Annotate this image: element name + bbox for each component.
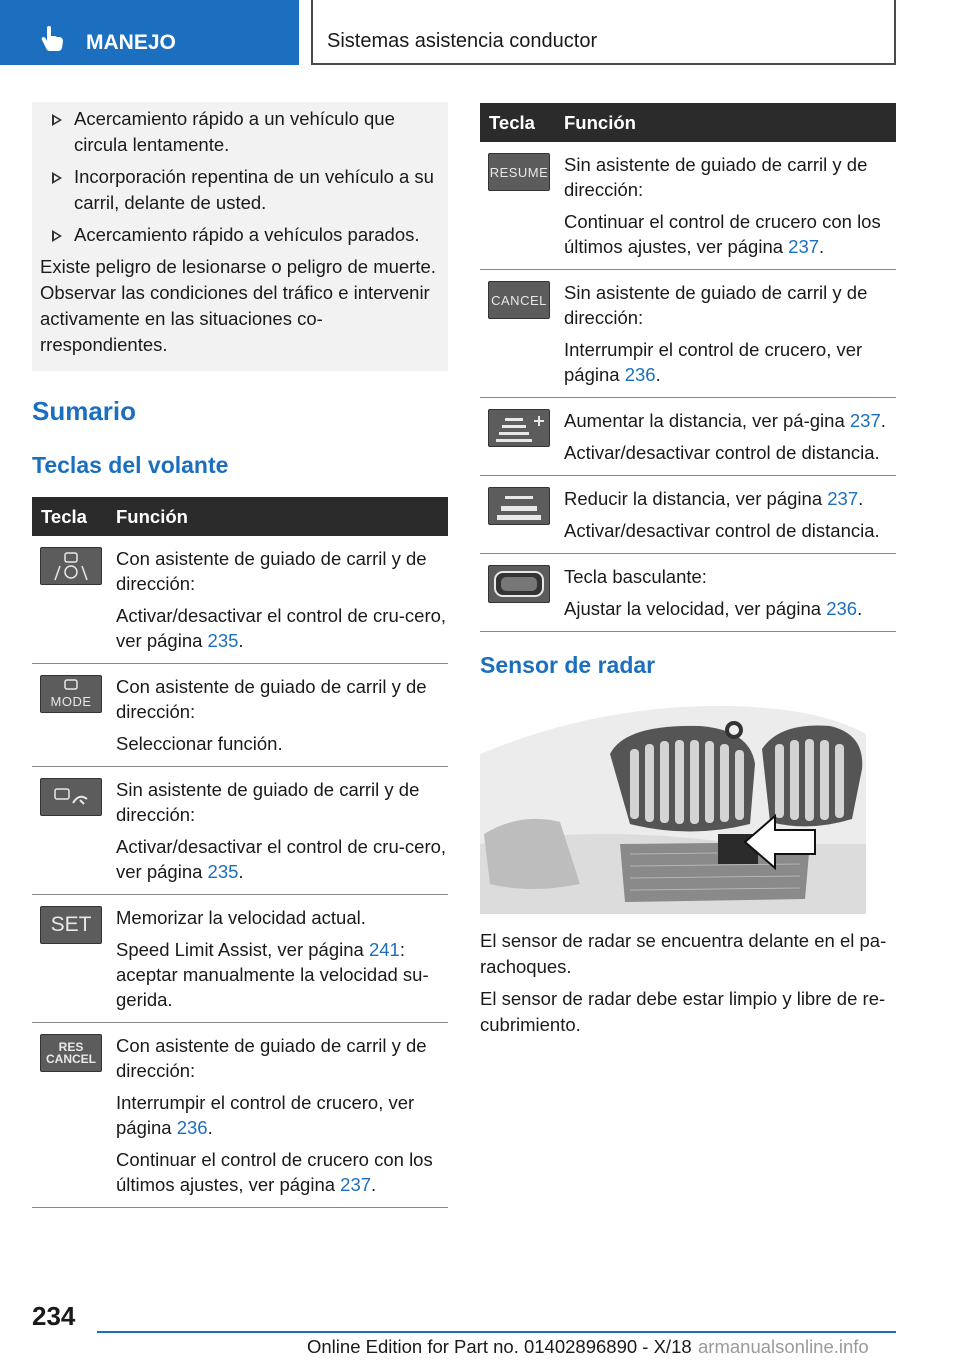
key-cell	[32, 905, 108, 1012]
key-cell	[480, 280, 556, 387]
function-text: .	[858, 488, 864, 509]
section-tab	[0, 0, 299, 65]
bullet-triangle-icon	[52, 114, 62, 126]
function-paragraph	[564, 280, 896, 330]
function-text: .	[238, 630, 244, 651]
function-text: Activar/desactivar control de distancia.	[564, 442, 880, 463]
function-text: Interrumpir el control de crucero, ver página	[564, 339, 863, 385]
resume-icon: RESUME	[488, 153, 550, 191]
warning-text: Existe peligro de lesionarse o peligro de muerte. Observar las condiciones del tráfico e intervenir activamente en las situaciones co-rrespondientes.	[40, 256, 436, 355]
function-text: Speed Limit Assist, ver página	[116, 939, 369, 960]
function-paragraph	[564, 564, 896, 589]
function-text: .	[207, 1117, 213, 1138]
function-text: Tecla basculante:	[564, 566, 707, 587]
function-text: .	[880, 410, 886, 431]
function-cell	[108, 674, 448, 756]
page-reference-link[interactable]: 236	[624, 364, 656, 385]
function-text: Memorizar la velocidad actual.	[116, 907, 366, 928]
table-row	[32, 1023, 448, 1208]
function-paragraph	[564, 337, 896, 387]
page-reference-link[interactable]: 236	[176, 1117, 208, 1138]
steering-keys-table-continued	[480, 103, 896, 632]
column-header-key: Tecla	[489, 111, 535, 133]
function-text: .	[819, 236, 825, 257]
table-row	[480, 142, 896, 270]
function-text: Continuar el control de crucero con los últimos ajustes, ver página	[116, 1149, 433, 1195]
key-cell	[480, 486, 556, 543]
chapter-title: Sistemas asistencia conductor	[327, 30, 598, 52]
table-row	[32, 536, 448, 664]
bullet-triangle-icon	[52, 230, 62, 242]
page-reference-link[interactable]: 237	[849, 410, 881, 431]
key-cell	[32, 674, 108, 756]
function-text: .	[857, 598, 863, 619]
function-text: Con asistente de guiado de carril y de dirección:	[116, 548, 427, 594]
function-paragraph	[564, 209, 896, 259]
function-cell	[108, 905, 448, 1012]
function-text: .	[238, 861, 244, 882]
function-cell	[108, 1033, 448, 1197]
column-header-function: Función	[116, 505, 188, 527]
warning-list-item: Acercamiento rápido a vehículos parados.	[40, 222, 440, 248]
distance-increase-icon	[488, 409, 550, 447]
function-paragraph	[116, 1033, 448, 1083]
distance-decrease-icon	[488, 487, 550, 525]
function-cell	[556, 152, 896, 259]
radar-text-location: El sensor de radar se encuentra delante en el pa-rachoques.	[480, 930, 887, 977]
function-text: Seleccionar función.	[116, 733, 283, 754]
warning-list-item: Incorporación repentina de un vehículo a su carril, delante de usted.	[40, 164, 440, 216]
function-text: .	[655, 364, 661, 385]
heading-radar: Sensor de radar	[480, 652, 656, 678]
hand-pointer-icon	[40, 26, 64, 52]
function-paragraph	[116, 1147, 448, 1197]
page-number: 234	[32, 1301, 76, 1331]
column-header-function: Función	[564, 111, 636, 133]
function-text: Activar/desactivar control de distancia.	[564, 520, 880, 541]
page-reference-link[interactable]: 241	[368, 939, 400, 960]
warning-box	[32, 102, 448, 371]
function-paragraph	[116, 1090, 448, 1140]
function-cell	[556, 280, 896, 387]
page-reference-link[interactable]: 235	[207, 630, 239, 651]
section-title: MANEJO	[86, 31, 176, 54]
table-row	[32, 895, 448, 1023]
function-text: Interrumpir el control de crucero, ver página	[116, 1092, 415, 1138]
function-text: Ajustar la velocidad, ver página	[564, 598, 827, 619]
cancel-icon: CANCEL	[488, 281, 550, 319]
function-cell	[556, 564, 896, 621]
chapter-header	[311, 0, 896, 65]
key-cell	[32, 777, 108, 884]
function-text: Sin asistente de guiado de carril y de dirección:	[564, 282, 868, 328]
table-row	[480, 398, 896, 476]
function-text: Activar/desactivar el control de cru-cero, ver página	[116, 836, 447, 882]
steering-assist-icon	[40, 547, 102, 585]
function-paragraph	[564, 486, 896, 511]
function-text: Sin asistente de guiado de carril y de dirección:	[116, 779, 420, 825]
function-paragraph	[564, 408, 896, 433]
footer-watermark: armanualsonline.info	[698, 1336, 869, 1357]
function-paragraph	[116, 731, 448, 756]
key-cell	[480, 564, 556, 621]
set-icon: SET	[40, 906, 102, 944]
res-cancel-icon: RES CANCEL	[40, 1034, 102, 1072]
function-paragraph	[116, 674, 448, 724]
table-row	[480, 270, 896, 398]
bullet-triangle-icon	[52, 172, 62, 184]
function-text: Reducir la distancia, ver página	[564, 488, 828, 509]
function-text: .	[371, 1174, 377, 1195]
table-row	[480, 554, 896, 632]
function-text: : aceptar manualmente la velocidad su-gerida.	[116, 939, 429, 1010]
key-cell	[480, 408, 556, 465]
page-reference-link[interactable]: 235	[207, 861, 239, 882]
radar-text-cleanliness: El sensor de radar debe estar limpio y libre de re-cubrimiento.	[480, 988, 886, 1035]
table-header	[32, 497, 448, 536]
table-row	[32, 767, 448, 895]
function-paragraph	[564, 596, 896, 621]
function-text: Con asistente de guiado de carril y de dirección:	[116, 676, 427, 722]
key-cell	[32, 546, 108, 653]
table-header	[480, 103, 896, 142]
heading-sumario: Sumario	[32, 396, 137, 426]
function-paragraph	[116, 546, 448, 596]
function-text: Activar/desactivar el control de cru-cero, ver página	[116, 605, 447, 651]
rocker-switch-icon	[488, 565, 550, 603]
function-text: Con asistente de guiado de carril y de dirección:	[116, 1035, 427, 1081]
page-reference-link[interactable]: 237	[340, 1174, 372, 1195]
heading-teclas: Teclas del volante	[32, 452, 229, 478]
column-header-key: Tecla	[41, 505, 87, 527]
function-paragraph	[116, 777, 448, 827]
cruise-control-icon	[40, 778, 102, 816]
mode-icon: MODE	[40, 675, 102, 713]
footer-rule	[97, 1331, 896, 1333]
function-paragraph	[564, 518, 896, 543]
radar-sensor-illustration	[480, 694, 866, 914]
footer-edition: Online Edition for Part no. 01402896890 - X/18	[307, 1336, 692, 1357]
key-cell	[480, 152, 556, 259]
function-text: Sin asistente de guiado de carril y de dirección:	[564, 154, 868, 200]
function-paragraph	[116, 603, 448, 653]
warning-list-item: Acercamiento rápido a un vehículo que circula lentamente.	[40, 106, 440, 158]
page-reference-link[interactable]: 236	[826, 598, 858, 619]
table-row	[480, 476, 896, 554]
function-paragraph	[116, 834, 448, 884]
function-cell	[108, 777, 448, 884]
function-paragraph	[116, 937, 448, 1012]
function-paragraph	[116, 905, 448, 930]
steering-keys-table	[32, 497, 448, 1208]
table-row	[32, 664, 448, 767]
function-text: Aumentar la distancia, ver pá-gina	[564, 410, 850, 431]
function-cell	[556, 486, 896, 543]
function-text: Continuar el control de crucero con los últimos ajustes, ver página	[564, 211, 881, 257]
page-reference-link[interactable]: 237	[788, 236, 820, 257]
function-cell	[108, 546, 448, 653]
function-paragraph	[564, 152, 896, 202]
page-reference-link[interactable]: 237	[827, 488, 859, 509]
function-cell	[556, 408, 896, 465]
function-paragraph	[564, 440, 896, 465]
key-cell	[32, 1033, 108, 1197]
